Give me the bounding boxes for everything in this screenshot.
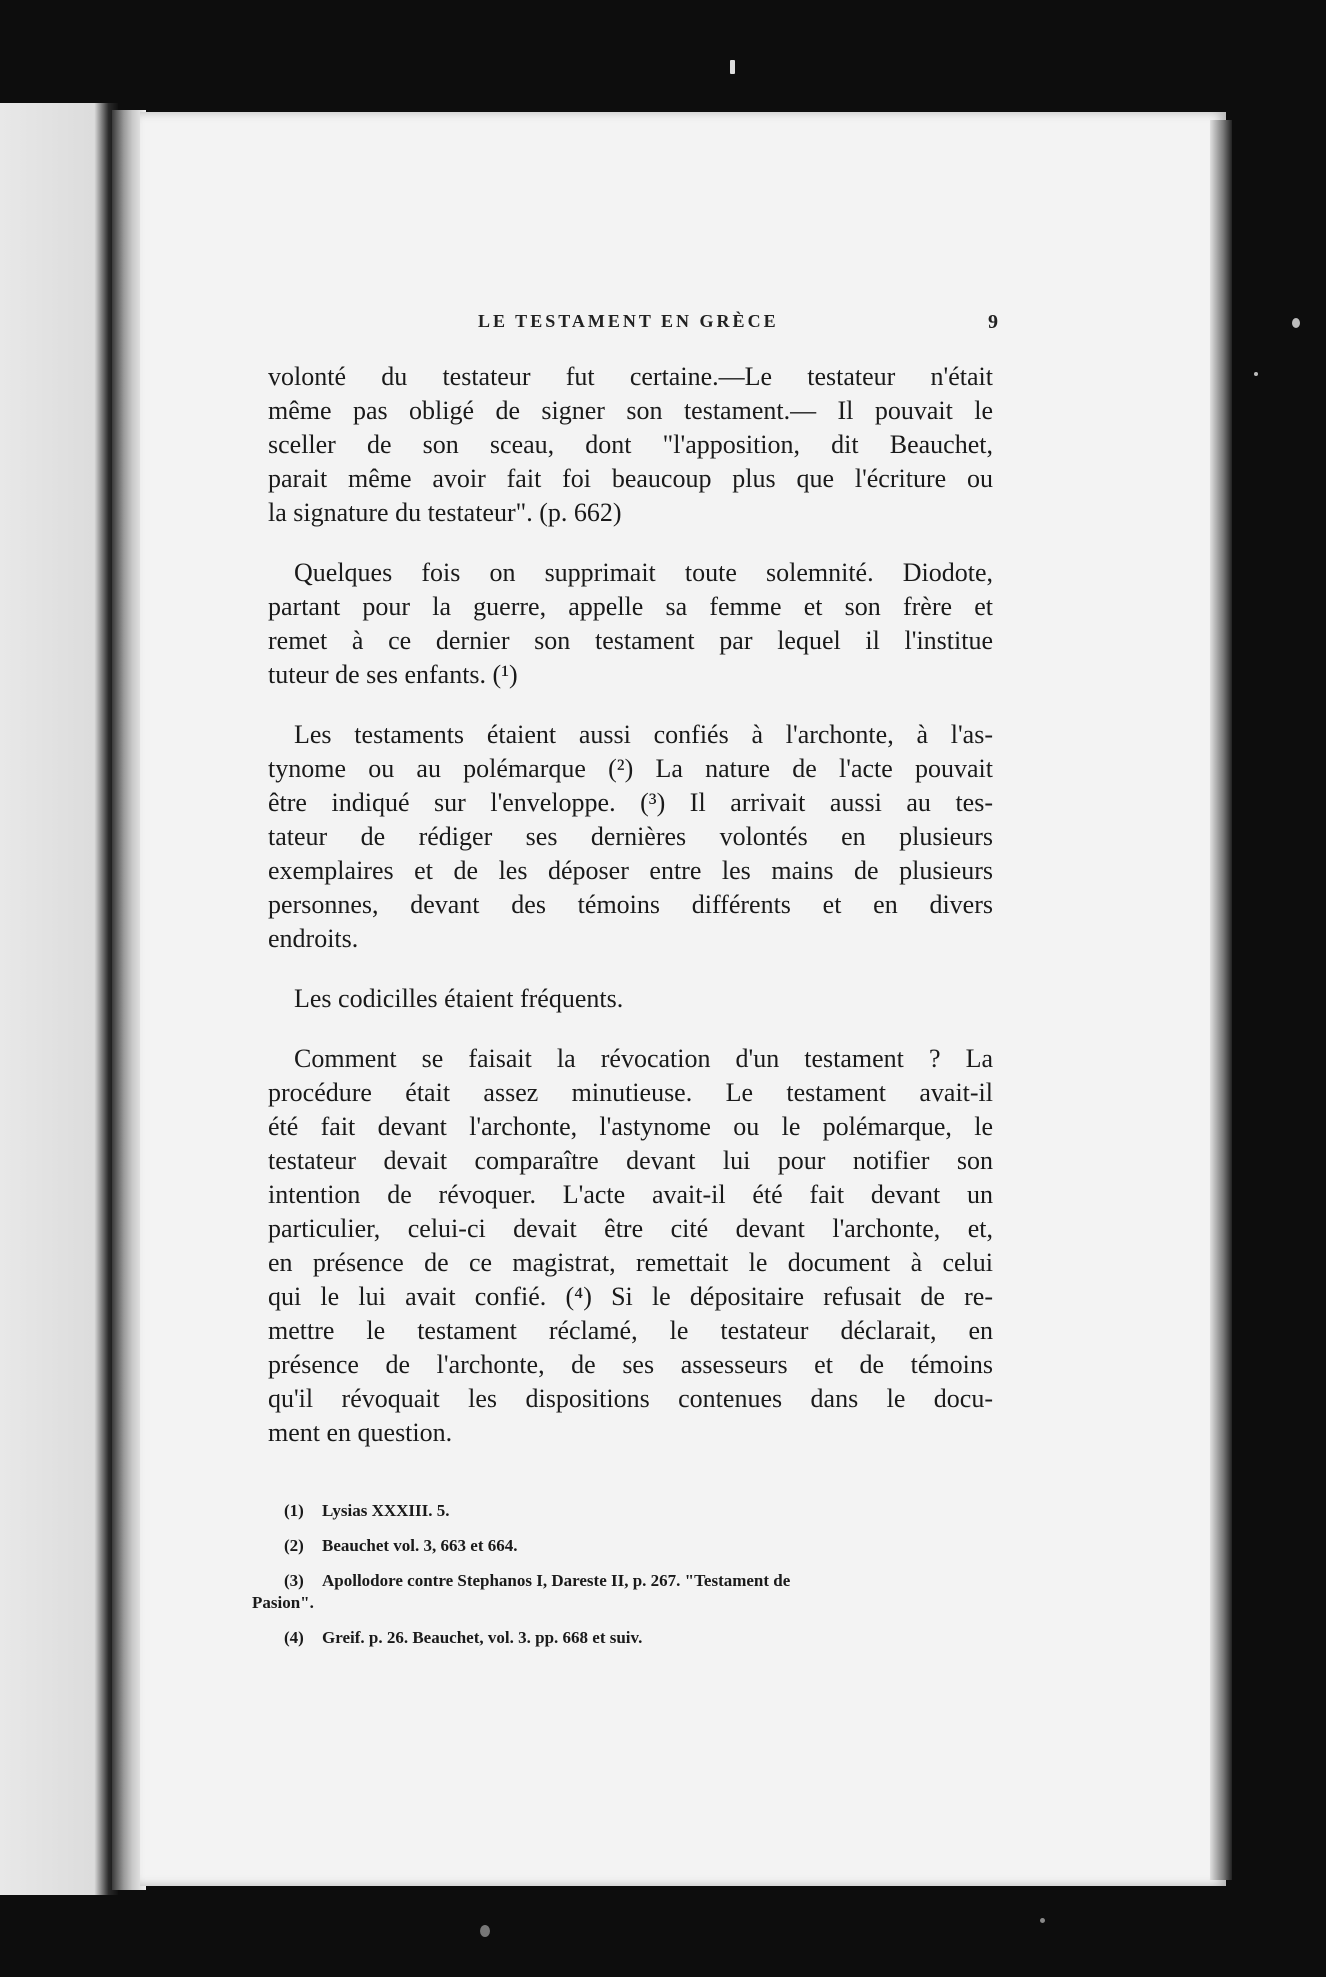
- text-line: endroits.: [268, 924, 359, 953]
- film-speck: [480, 1925, 490, 1937]
- running-header: [478, 311, 998, 341]
- text-line: remet à ce dernier son testament par lequel il l'institue: [268, 626, 993, 655]
- text-line: Les testaments étaient aussi confiés à l'archonte, à l'as-: [294, 720, 993, 749]
- text-line: parait même avoir fait foi beaucoup plus que l'écriture ou: [268, 464, 993, 493]
- text-line: mettre le testament réclamé, le testateur déclarait, en: [268, 1316, 993, 1345]
- text-line: partant pour la guerre, appelle sa femme et son frère et: [268, 592, 993, 621]
- footnote-number: (2): [284, 1536, 304, 1555]
- text-line: particulier, celui-ci devait être cité devant l'archonte, et,: [268, 1214, 993, 1243]
- text-line: exemplaires et de les déposer entre les mains de plusieurs: [268, 856, 993, 885]
- paragraph: [268, 360, 993, 530]
- text-line: personnes, devant des témoins différents et en divers: [268, 890, 993, 919]
- text-line: tateur de rédiger ses dernières volontés en plusieurs: [268, 822, 993, 851]
- text-line: intention de révoquer. L'acte avait-il été fait devant un: [268, 1180, 993, 1209]
- text-line: qui le lui avait confié. (⁴) Si le dépositaire refusait de re-: [268, 1282, 993, 1311]
- text-line: la signature du testateur". (p. 662): [268, 498, 622, 527]
- footnotes: [252, 1500, 980, 1662]
- text-line: tuteur de ses enfants. (¹): [268, 660, 518, 689]
- text-line: été fait devant l'archonte, l'astynome ou le polémarque, le: [268, 1112, 993, 1141]
- text-line: en présence de ce magistrat, remettait le document à celui: [268, 1248, 993, 1277]
- paragraph: [268, 556, 993, 692]
- footnote-text: Lysias XXXIII. 5.: [322, 1501, 450, 1520]
- footnote-text: Greif. p. 26. Beauchet, vol. 3. pp. 668 et suiv.: [322, 1628, 643, 1647]
- paragraph: [268, 1042, 993, 1450]
- footnote-number: (3): [284, 1571, 304, 1590]
- footnote: [252, 1535, 980, 1557]
- facing-page-edge: [0, 103, 118, 1895]
- paragraph: [268, 718, 993, 956]
- footnote-text: Pasion".: [252, 1593, 314, 1612]
- text-line: volonté du testateur fut certaine.—Le testateur n'était: [268, 362, 993, 391]
- footnote-text: Beauchet vol. 3, 663 et 664.: [322, 1536, 518, 1555]
- footnote: [252, 1500, 980, 1522]
- text-line: qu'il révoquait les dispositions contenues dans le docu-: [268, 1384, 993, 1413]
- page-number: 9: [988, 311, 998, 333]
- page-right-edge: [1210, 120, 1232, 1880]
- body-text: [268, 360, 993, 1476]
- film-speck: [1040, 1918, 1045, 1923]
- text-line: testateur devait comparaître devant lui pour notifier son: [268, 1146, 993, 1175]
- text-line: tynome ou au polémarque (²) La nature de l'acte pouvait: [268, 754, 993, 783]
- film-speck: [1254, 372, 1258, 376]
- footnote: [252, 1570, 980, 1614]
- text-line: ment en question.: [268, 1418, 453, 1447]
- footnote: [252, 1627, 980, 1649]
- text-line: Comment se faisait la révocation d'un testament ? La: [294, 1044, 993, 1073]
- film-speck: [730, 60, 735, 74]
- text-line: Les codicilles étaient fréquents.: [294, 984, 624, 1013]
- film-speck: [1292, 318, 1300, 328]
- text-line: même pas obligé de signer son testament.— Il pouvait le: [268, 396, 993, 425]
- text-line: présence de l'archonte, de ses assesseurs et de témoins: [268, 1350, 993, 1379]
- running-title: LE TESTAMENT EN GRÈCE: [478, 311, 779, 331]
- text-line: être indiqué sur l'enveloppe. (³) Il arrivait aussi au tes-: [268, 788, 993, 817]
- text-line: sceller de son sceau, dont "l'apposition, dit Beauchet,: [268, 430, 993, 459]
- text-line: Quelques fois on supprimait toute solemnité. Diodote,: [294, 558, 993, 587]
- text-line: procédure était assez minutieuse. Le testament avait-il: [268, 1078, 993, 1107]
- footnote-text: Apollodore contre Stephanos I, Dareste II, p. 267. "Testament de: [322, 1571, 791, 1590]
- footnote-number: (4): [284, 1628, 304, 1647]
- paragraph: [268, 982, 993, 1016]
- footnote-number: (1): [284, 1501, 304, 1520]
